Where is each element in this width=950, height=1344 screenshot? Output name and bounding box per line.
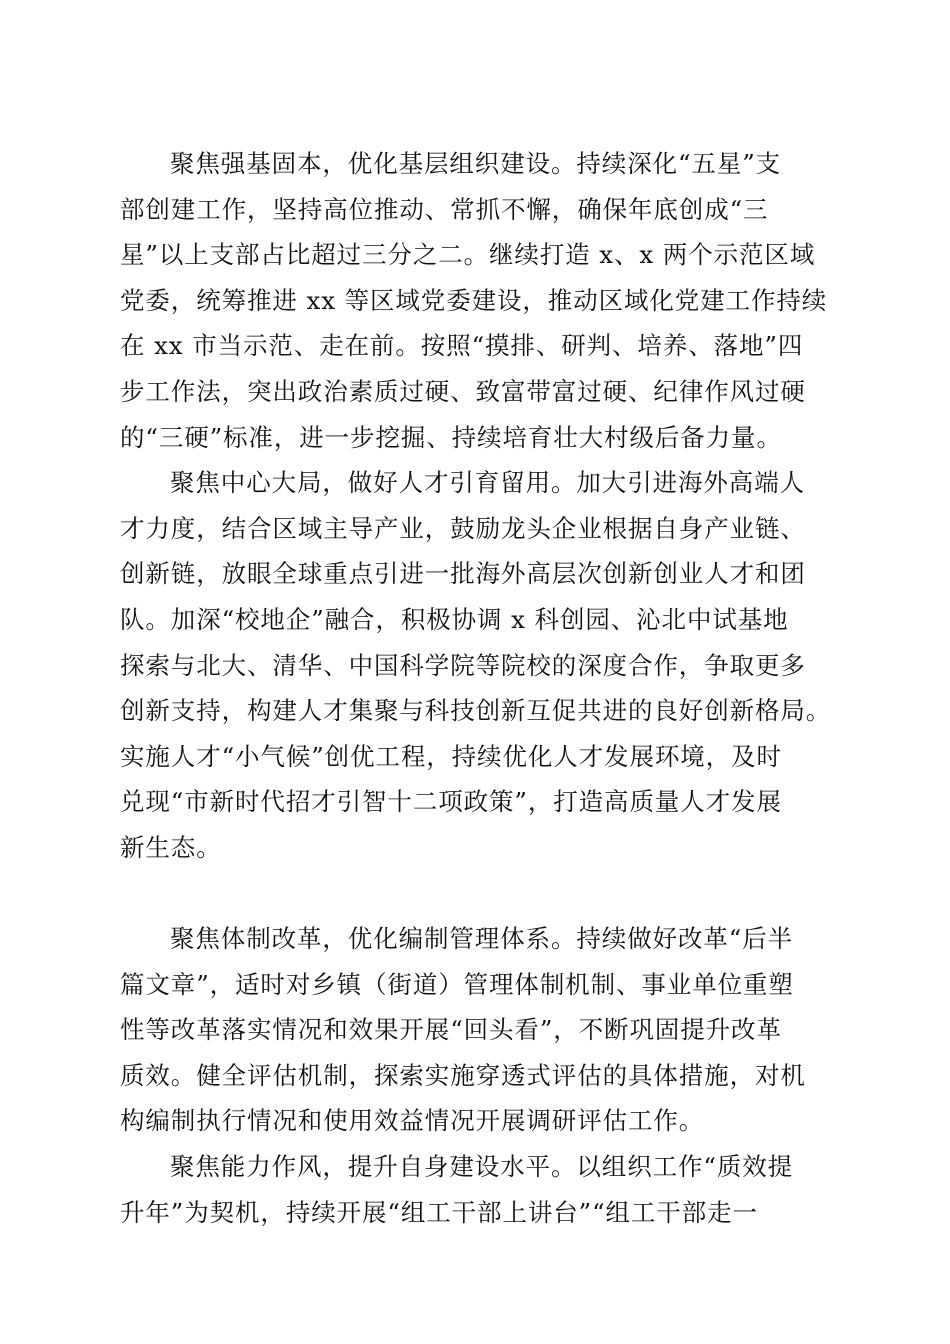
text-line (120, 871, 840, 917)
text-line: 升年”为契机，持续开展“组工干部上讲台”“组工干部走一 (120, 1197, 758, 1227)
text-line: 新生态。 (120, 832, 222, 862)
paragraph-institutional-reform (120, 916, 840, 1144)
text-line: 才力度，结合区域主导产业，鼓励龙头企业根据自身产业链、 (120, 513, 806, 543)
text-line: 星”以上支部占比超过三分之二。继续打造 x、x 两个示范区域 (120, 240, 816, 270)
text-line: 步工作法，突出政治素质过硬、致富带富过硬、纪律作风过硬 (120, 376, 806, 406)
text-line: 在 xx 市当示范、走在前。按照“摸排、研判、培养、落地”四 (120, 331, 804, 361)
paragraph-talent-introduction (120, 460, 840, 916)
text-line: 党委，统筹推进 xx 等区域党委建设，推动区域化党建工作持续 (120, 285, 828, 315)
text-line: 创新支持，构建人才集聚与科技创新互促共进的良好创新格局。 (120, 696, 832, 726)
paragraph-capability-style (120, 1144, 840, 1235)
text-line: 质效。健全评估机制，探索实施穿透式评估的具体措施，对机 (120, 1060, 806, 1090)
text-line: 队。加深“校地企”融合，积极协调 x 科创园、沁北中试基地 (120, 604, 789, 634)
text-line: 的“三硬”标准，进一步挖掘、持续培育壮大村级后备力量。 (120, 422, 782, 452)
paragraph-grassroots-organization (120, 141, 840, 460)
text-line: 实施人才“小气候”创优工程，持续优化人才发展环境，及时 (120, 741, 782, 771)
text-line: 兑现“市新时代招才引智十二项政策”，打造高质量人才发展 (120, 787, 782, 817)
text-line: 构编制执行情况和使用效益情况开展调研评估工作。 (120, 1106, 705, 1136)
text-line: 聚焦中心大局，做好人才引育留用。加大引进海外高端人 (170, 468, 805, 498)
text-line: 创新链，放眼全球重点引进一批海外高层次创新创业人才和团 (120, 559, 806, 589)
text-line: 聚焦强基固本，优化基层组织建设。持续深化“五星”支 (170, 149, 782, 178)
document-body (120, 141, 840, 1235)
text-line: 聚焦能力作风，提升自身建设水平。以组织工作“质效提 (170, 1152, 794, 1182)
text-line: 篇文章”，适时对乡镇（街道）管理体制机制、事业单位重塑 (120, 969, 794, 999)
text-line: 部创建工作，坚持高位推动、常抓不懈，确保年底创成“三 (120, 194, 769, 224)
text-line: 探索与北大、清华、中国科学院等院校的深度合作，争取更多 (120, 650, 806, 680)
text-line: 聚焦体制改革，优化编制管理体系。持续做好改革“后半 (170, 924, 794, 954)
text-line: 性等改革落实情况和效果开展“回头看”，不断巩固提升改革 (120, 1015, 782, 1045)
